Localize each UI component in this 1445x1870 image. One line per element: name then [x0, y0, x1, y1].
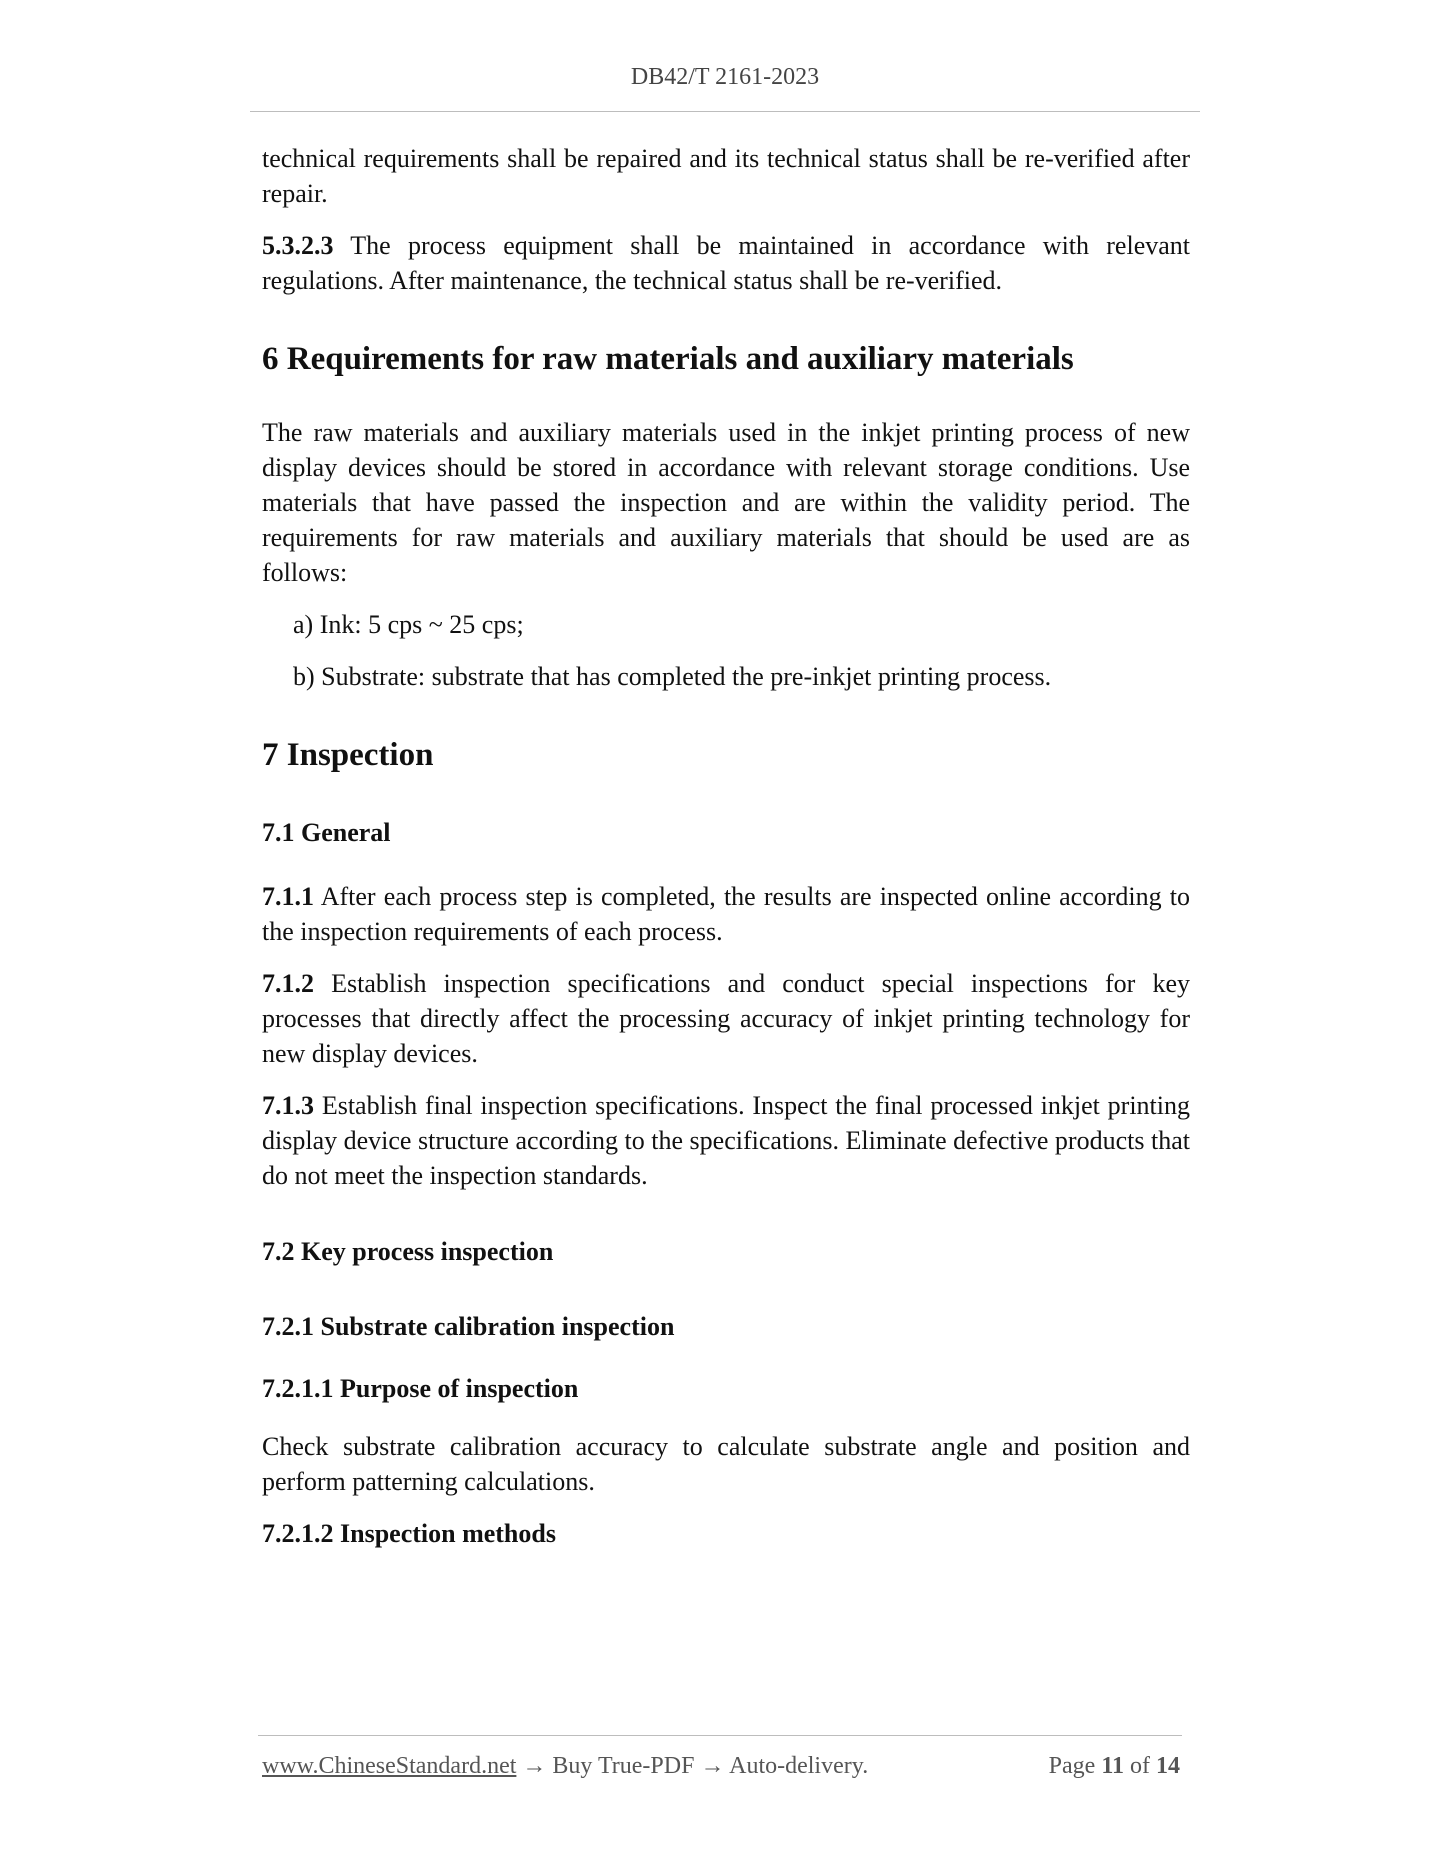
- header-divider: [250, 111, 1200, 112]
- list-item-ink: a) Ink: 5 cps ~ 25 cps;: [293, 610, 524, 639]
- clause-7-1-1: [262, 879, 1190, 949]
- page-indicator: [1049, 1753, 1180, 1780]
- of-label: of: [1130, 1753, 1150, 1779]
- clause-7-1-2: [262, 966, 1190, 1071]
- page-footer: [262, 1753, 1180, 1780]
- footer-divider: [258, 1735, 1182, 1736]
- clause-5-3-2-3: [262, 228, 1190, 298]
- page-total: 14: [1156, 1753, 1180, 1779]
- clause-text: The process equipment shall be maintained in accordance with relevant regulations. After maintenance, the technical status shall be re-verified.: [262, 231, 1190, 295]
- clause-number: 5.3.2.3: [262, 231, 334, 260]
- footer-left: [262, 1753, 868, 1780]
- subsection-heading-7-2-1: 7.2.1 Substrate calibration inspection: [262, 1312, 675, 1341]
- subsection-heading-7-1: 7.1 General: [262, 818, 391, 847]
- paragraph-7-2-1-1: Check substrate calibration accuracy to calculate substrate angle and position and perform patterning calculations.: [262, 1432, 1190, 1496]
- clause-text: Establish final inspection specifications. Inspect the final processed inkjet printing display device structure according to the specifications. Eliminate defective products that do not meet the inspection standards.: [262, 1091, 1191, 1190]
- clause-7-1-3: [262, 1088, 1190, 1193]
- website-link[interactable]: www.ChineseStandard.net: [262, 1753, 517, 1779]
- paragraph-continued: technical requirements shall be repaired and its technical status shall be re-verified after repair.: [262, 144, 1190, 208]
- clause-text: After each process step is completed, the results are inspected online according to the inspection requirements of each process.: [262, 882, 1190, 946]
- clause-number: 7.1.3: [262, 1091, 314, 1120]
- section-heading-6: 6 Requirements for raw materials and auxiliary materials: [262, 341, 1074, 377]
- clause-text: Establish inspection specifications and conduct special inspections for key processes that directly affect the processing accuracy of inkjet printing technology for new display devices.: [262, 969, 1190, 1068]
- document-body: [262, 141, 1190, 1551]
- footer-tagline: → Buy True-PDF → Auto-delivery.: [516, 1753, 869, 1779]
- page-number: 11: [1101, 1753, 1124, 1779]
- list-item-substrate: b) Substrate: substrate that has completed the pre-inkjet printing process.: [293, 662, 1052, 691]
- section-6-paragraph: The raw materials and auxiliary materials used in the inkjet printing process of new display devices should be stored in accordance with relevant storage conditions. Use materials that have passed the inspection and are within the validity period. The requirements for raw materials and auxiliary materials that should be used are as follows:: [262, 418, 1190, 587]
- section-heading-7: 7 Inspection: [262, 737, 434, 773]
- page-label: Page: [1048, 1753, 1096, 1779]
- clause-number: 7.1.1: [262, 882, 314, 911]
- subsection-heading-7-2-1-2: 7.2.1.2 Inspection methods: [262, 1519, 556, 1548]
- subsection-heading-7-2-1-1: 7.2.1.1 Purpose of inspection: [262, 1374, 579, 1403]
- page-header: DB42/T 2161-2023: [630, 64, 820, 90]
- subsection-heading-7-2: 7.2 Key process inspection: [262, 1237, 554, 1266]
- clause-number: 7.1.2: [262, 969, 314, 998]
